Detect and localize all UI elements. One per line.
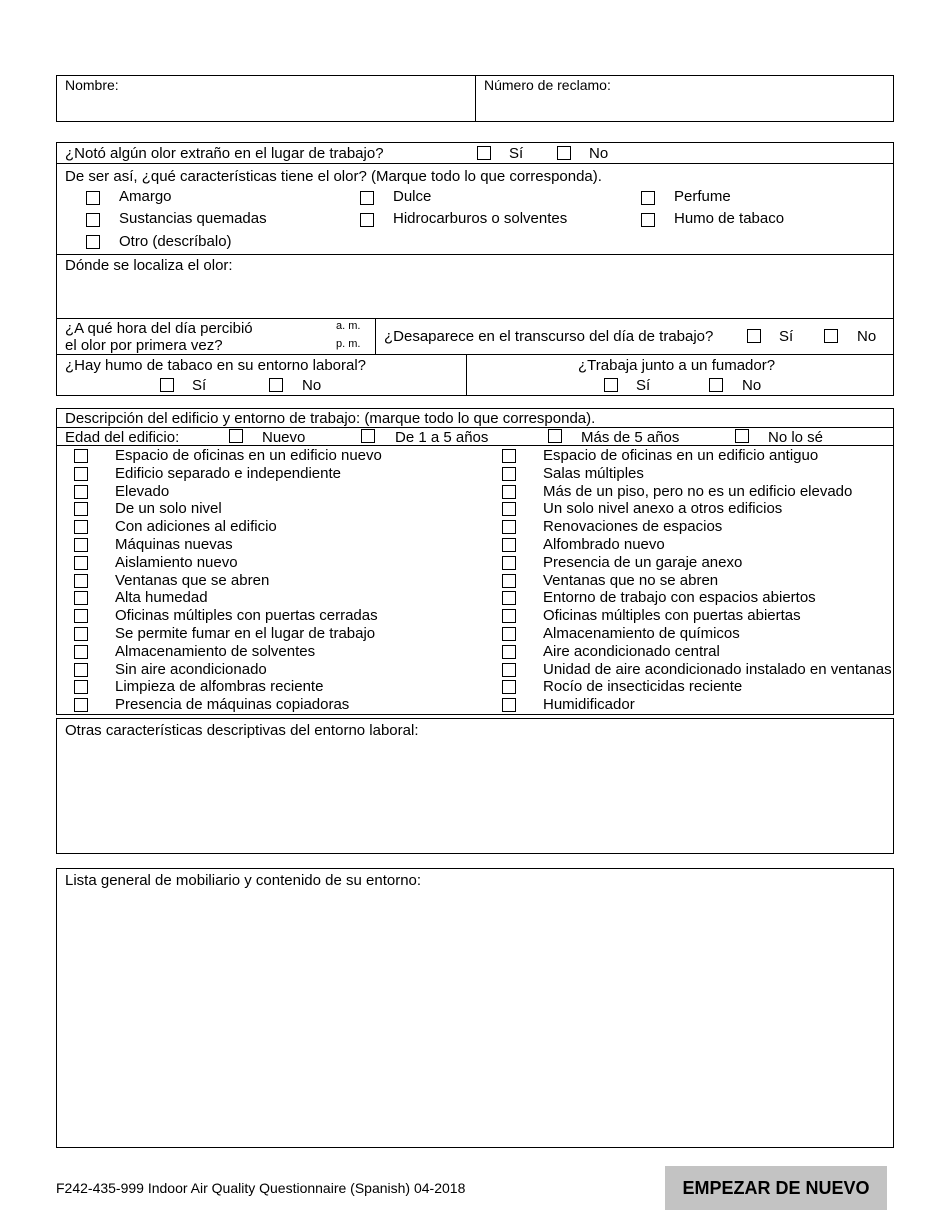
- divider: [56, 427, 894, 428]
- left-building-item-label: Aislamiento nuevo: [115, 553, 238, 571]
- right-building-item-checkbox[interactable]: [502, 485, 516, 499]
- right-building-item-label: Unidad de aire acondicionado instalado en ventanas: [543, 660, 892, 678]
- tobacco-yes-label: Sí: [192, 377, 207, 394]
- divider: [56, 254, 894, 255]
- age-over-5-label: Más de 5 años: [581, 429, 680, 446]
- smoker-no-label: No: [742, 377, 762, 394]
- odor-location-label: Dónde se localiza el olor:: [65, 257, 233, 274]
- odor-location-field[interactable]: [58, 277, 892, 315]
- right-building-item-checkbox[interactable]: [502, 591, 516, 605]
- odor-time-question-2: el olor por primera vez?: [65, 337, 223, 354]
- odor-bitter-checkbox[interactable]: [86, 191, 100, 205]
- odor-perfume-label: Perfume: [674, 188, 731, 205]
- right-building-item-label: Más de un piso, pero no es un edificio elevado: [543, 482, 853, 500]
- odor-sweet-checkbox[interactable]: [360, 191, 374, 205]
- left-building-item-label: Elevado: [115, 482, 170, 500]
- right-building-item-checkbox[interactable]: [502, 663, 516, 677]
- other-characteristics-field[interactable]: [58, 742, 892, 852]
- left-building-item-checkbox[interactable]: [74, 698, 88, 712]
- age-1-5-label: De 1 a 5 años: [395, 429, 489, 446]
- pm-label: p. m.: [336, 338, 361, 350]
- tobacco-yes-checkbox[interactable]: [160, 378, 174, 392]
- right-building-item-checkbox[interactable]: [502, 680, 516, 694]
- left-building-item-label: Sin aire acondicionado: [115, 660, 267, 678]
- divider: [56, 354, 894, 355]
- left-building-item-checkbox[interactable]: [74, 502, 88, 516]
- right-building-item-checkbox[interactable]: [502, 502, 516, 516]
- odor-characteristics-question: De ser así, ¿qué características tiene el olor? (Marque todo lo que corresponda).: [65, 168, 602, 185]
- odor-burned-checkbox[interactable]: [86, 213, 100, 227]
- age-over-5-checkbox[interactable]: [548, 429, 562, 443]
- disappear-no-checkbox[interactable]: [824, 329, 838, 343]
- left-building-item-checkbox[interactable]: [74, 627, 88, 641]
- reset-button[interactable]: EMPEZAR DE NUEVO: [665, 1166, 887, 1210]
- am-label: a. m.: [336, 320, 361, 332]
- name-field[interactable]: [58, 95, 473, 120]
- form-id: F242-435-999 Indoor Air Quality Questionnaire (Spanish) 04-2018: [56, 1180, 466, 1196]
- disappear-yes-label: Sí: [779, 328, 794, 345]
- right-building-item-label: Oficinas múltiples con puertas abiertas: [543, 607, 801, 625]
- furniture-field[interactable]: [58, 892, 892, 1146]
- right-building-item-checkbox[interactable]: [502, 627, 516, 641]
- odor-perfume-checkbox[interactable]: [641, 191, 655, 205]
- right-building-item-checkbox[interactable]: [502, 574, 516, 588]
- left-building-item-checkbox[interactable]: [74, 467, 88, 481]
- left-building-item-label: Edificio separado e independiente: [115, 464, 342, 482]
- left-building-item-label: Alta humedad: [115, 589, 208, 607]
- left-building-item-checkbox[interactable]: [74, 574, 88, 588]
- right-building-item-label: Ventanas que no se abren: [543, 571, 719, 589]
- right-building-item-checkbox[interactable]: [502, 645, 516, 659]
- odor-question: ¿Notó algún olor extraño en el lugar de trabajo?: [65, 145, 384, 162]
- odor-other-label: Otro (descríbalo): [119, 233, 232, 250]
- odor-no-checkbox[interactable]: [557, 146, 571, 160]
- right-building-item-label: Rocío de insecticidas reciente: [543, 678, 743, 696]
- left-building-item-checkbox[interactable]: [74, 520, 88, 534]
- age-new-label: Nuevo: [262, 429, 306, 446]
- left-building-item-checkbox[interactable]: [74, 609, 88, 623]
- left-building-item-checkbox[interactable]: [74, 663, 88, 677]
- right-building-item-label: Un solo nivel anexo a otros edificios: [543, 500, 783, 518]
- age-new-checkbox[interactable]: [229, 429, 243, 443]
- right-building-item-label: Aire acondicionado central: [543, 642, 720, 660]
- odor-burned-label: Sustancias quemadas: [119, 210, 267, 227]
- right-building-item-label: Entorno de trabajo con espacios abiertos: [543, 589, 816, 607]
- right-building-item-label: Espacio de oficinas en un edificio antiguo: [543, 447, 819, 464]
- right-building-item-label: Humidificador: [543, 696, 635, 714]
- left-building-item-label: Oficinas múltiples con puertas cerradas: [115, 607, 378, 625]
- right-building-item-checkbox[interactable]: [502, 538, 516, 552]
- age-unknown-checkbox[interactable]: [735, 429, 749, 443]
- smoker-no-checkbox[interactable]: [709, 378, 723, 392]
- right-building-item-checkbox[interactable]: [502, 698, 516, 712]
- divider: [56, 445, 894, 446]
- right-building-item-label: Renovaciones de espacios: [543, 518, 723, 536]
- disappear-yes-checkbox[interactable]: [747, 329, 761, 343]
- smoker-yes-checkbox[interactable]: [604, 378, 618, 392]
- smoker-yes-label: Sí: [636, 377, 651, 394]
- age-1-5-checkbox[interactable]: [361, 429, 375, 443]
- other-characteristics-label: Otras características descriptivas del entorno laboral:: [65, 722, 419, 739]
- tobacco-no-checkbox[interactable]: [269, 378, 283, 392]
- tobacco-no-label: No: [302, 377, 322, 394]
- odor-time-question: ¿A qué hora del día percibió: [65, 320, 253, 337]
- left-building-item-label: Almacenamiento de solventes: [115, 642, 316, 660]
- left-building-item-checkbox[interactable]: [74, 645, 88, 659]
- building-description-label: Descripción del edificio y entorno de trabajo: (marque todo lo que corresponda).: [65, 410, 596, 427]
- claim-number-label: Número de reclamo:: [484, 77, 611, 93]
- left-building-item-checkbox[interactable]: [74, 449, 88, 463]
- odor-yes-checkbox[interactable]: [477, 146, 491, 160]
- left-building-item-checkbox[interactable]: [74, 591, 88, 605]
- left-building-item-label: Se permite fumar en el lugar de trabajo: [115, 625, 376, 642]
- disappear-no-label: No: [857, 328, 877, 345]
- left-building-item-checkbox[interactable]: [74, 680, 88, 694]
- odor-hydrocarbons-label: Hidrocarburos o solventes: [393, 210, 568, 227]
- building-age-label: Edad del edificio:: [65, 429, 180, 446]
- divider: [375, 318, 376, 354]
- divider: [56, 318, 894, 319]
- right-building-item-checkbox[interactable]: [502, 609, 516, 623]
- odor-yes-label: Sí: [509, 145, 524, 162]
- odor-disappear-question: ¿Desaparece en el transcurso del día de trabajo?: [384, 328, 714, 345]
- right-building-item-label: Salas múltiples: [543, 464, 644, 482]
- furniture-label: Lista general de mobiliario y contenido de su entorno:: [65, 872, 422, 889]
- right-building-item-checkbox[interactable]: [502, 556, 516, 570]
- right-building-item-checkbox[interactable]: [502, 467, 516, 481]
- odor-tobacco-checkbox[interactable]: [641, 213, 655, 227]
- header-divider: [475, 75, 476, 122]
- left-building-item-label: De un solo nivel: [115, 500, 222, 518]
- name-label: Nombre:: [65, 77, 119, 93]
- left-building-item-checkbox[interactable]: [74, 485, 88, 499]
- left-building-item-label: Presencia de máquinas copiadoras: [115, 696, 350, 714]
- claim-number-field[interactable]: [477, 95, 892, 120]
- right-building-item-label: Presencia de un garaje anexo: [543, 553, 743, 571]
- divider: [466, 354, 467, 396]
- smoker-question: ¿Trabaja junto a un fumador?: [578, 357, 776, 374]
- odor-sweet-label: Dulce: [393, 188, 432, 205]
- odor-hydrocarbons-checkbox[interactable]: [360, 213, 374, 227]
- left-building-item-label: Limpieza de alfombras reciente: [115, 678, 324, 696]
- right-building-item-checkbox[interactable]: [502, 520, 516, 534]
- left-building-item-label: Espacio de oficinas en un edificio nuevo: [115, 447, 382, 464]
- age-unknown-label: No lo sé: [768, 429, 824, 446]
- left-building-item-checkbox[interactable]: [74, 556, 88, 570]
- odor-tobacco-label: Humo de tabaco: [674, 210, 785, 227]
- left-building-item-checkbox[interactable]: [74, 538, 88, 552]
- left-building-item-label: Máquinas nuevas: [115, 536, 233, 553]
- left-building-item-label: Ventanas que se abren: [115, 571, 270, 589]
- right-building-item-label: Alfombrado nuevo: [543, 536, 665, 553]
- odor-bitter-label: Amargo: [119, 188, 172, 205]
- right-building-item-label: Almacenamiento de químicos: [543, 625, 740, 642]
- right-building-item-checkbox[interactable]: [502, 449, 516, 463]
- odor-other-checkbox[interactable]: [86, 235, 100, 249]
- left-building-item-label: Con adiciones al edificio: [115, 518, 277, 536]
- divider: [56, 163, 894, 164]
- tobacco-smoke-question: ¿Hay humo de tabaco en su entorno laboral?: [65, 357, 367, 374]
- odor-no-label: No: [589, 145, 609, 162]
